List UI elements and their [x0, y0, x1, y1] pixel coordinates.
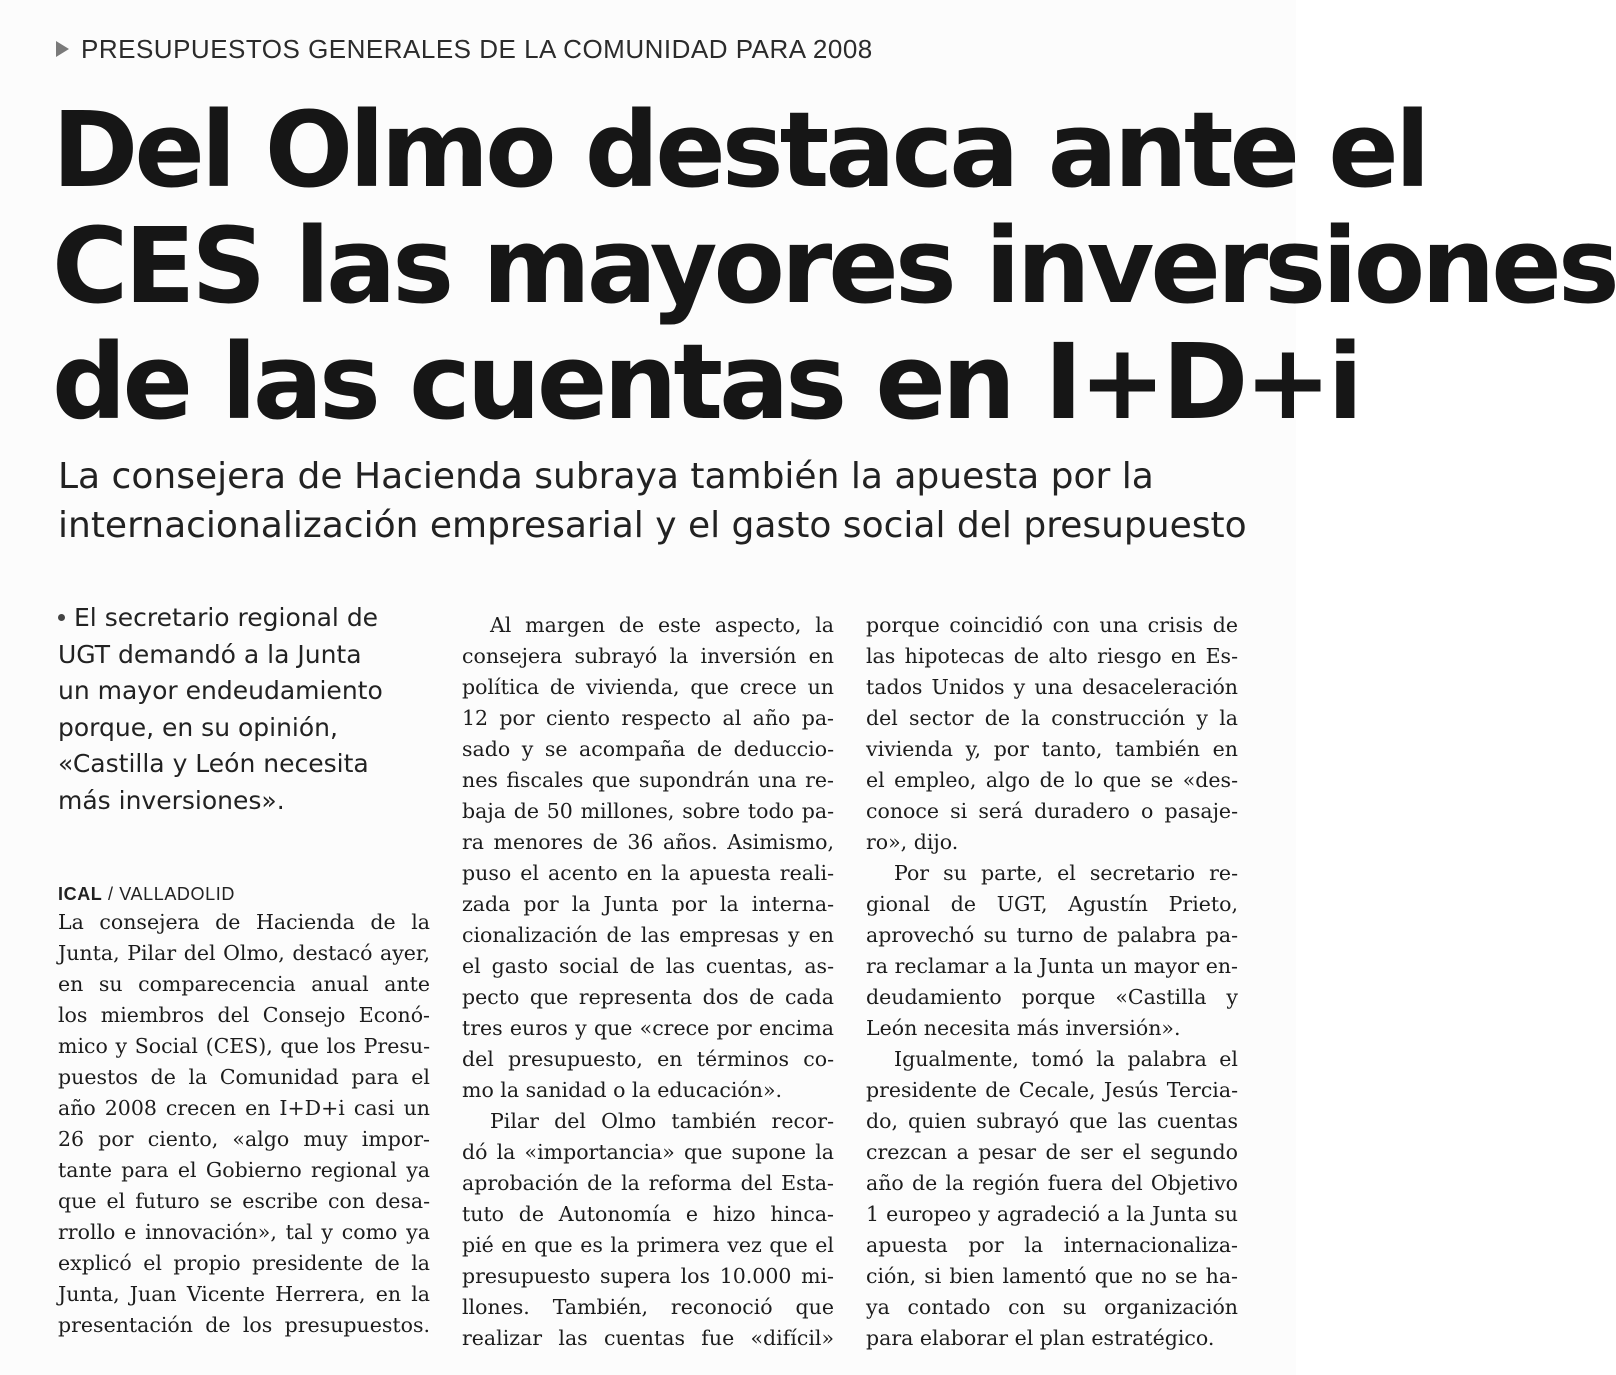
text-line: cionalización de las empresas y en: [462, 923, 834, 947]
text-line: presupuesto supera los 10.000 mi-: [462, 1264, 834, 1288]
headline: [52, 89, 1616, 443]
text-line: explicó el propio presidente de la: [58, 1251, 430, 1275]
pull-quote-line: porque, en su opinión,: [58, 712, 338, 742]
text-line: mo la sanidad o la educación».: [462, 1078, 783, 1102]
headline-line: de las cuentas en I+D+i: [52, 321, 1360, 443]
text-line: ra menores de 36 años. Asimismo,: [462, 830, 834, 854]
article-column-1: [58, 907, 430, 1341]
text-line: tuto de Autonomía e hizo hinca-: [462, 1202, 834, 1226]
text-line: consejera subrayó la inversión en: [462, 644, 834, 668]
text-line: tante para el Gobierno regional ya: [58, 1158, 430, 1182]
text-line: mico y Social (CES), que los Presu-: [58, 1034, 430, 1058]
text-line: deudamiento porque «Castilla y: [866, 985, 1238, 1009]
text-line: rrollo e innovación», tal y como ya: [58, 1220, 430, 1244]
text-line: política de vivienda, que crece un: [462, 675, 834, 699]
headline-line: CES las mayores inversiones: [52, 205, 1616, 327]
text-line: conoce si será duradero o pasaje-: [866, 799, 1238, 823]
text-line: Junta, Juan Vicente Herrera, en la: [58, 1282, 430, 1306]
subheadline-line: internacionalización empresarial y el gasto social del presupuesto: [58, 505, 1247, 546]
text-line: aprovechó su turno de palabra pa-: [866, 923, 1238, 947]
text-line: Por su parte, el secretario re-: [894, 861, 1238, 885]
byline-agency: ICAL: [58, 884, 103, 904]
text-line: dó la «importancia» que supone la: [462, 1140, 834, 1164]
text-line: del sector de la construcción y la: [866, 706, 1238, 730]
text-line: do, quien subrayó que las cuentas: [866, 1109, 1238, 1133]
byline: [58, 884, 235, 905]
pull-quote-line: un mayor endeudamiento: [58, 676, 383, 705]
text-line: Al margen de este aspecto, la: [490, 613, 834, 637]
text-line: gional de UGT, Agustín Prieto,: [866, 892, 1238, 916]
kicker-text: PRESUPUESTOS GENERALES DE LA COMUNIDAD PARA 2008: [81, 34, 873, 64]
pull-quote-line: «Castilla y León necesita: [58, 749, 369, 778]
text-line: año 2008 crecen en I+D+i casi un: [58, 1096, 430, 1120]
text-line: baja de 50 millones, sobre todo pa-: [462, 799, 834, 823]
text-line: en su comparecencia anual ante: [58, 972, 430, 996]
text-line: aprobación de la reforma del Esta-: [462, 1171, 834, 1195]
byline-place: VALLADOLID: [119, 884, 235, 904]
text-line: puestos de la Comunidad para el: [58, 1065, 430, 1089]
text-line: pecto que representa dos de cada: [462, 985, 834, 1009]
text-line: pié en que es la primera vez que el: [462, 1233, 834, 1257]
headline-line: Del Olmo destaca ante el: [52, 89, 1427, 211]
text-line: 1 europeo y agradeció a la Junta su: [866, 1202, 1238, 1226]
text-line: zada por la Junta por la interna-: [462, 892, 834, 916]
pull-quote-line: El secretario regional de: [58, 600, 430, 637]
text-line: para elaborar el plan estratégico.: [866, 1326, 1215, 1350]
text-line: Junta, Pilar del Olmo, destacó ayer,: [58, 941, 430, 965]
text-line: el empleo, algo de lo que se «des-: [866, 768, 1238, 792]
text-line: sado y se acompaña de deduccio-: [462, 737, 834, 761]
text-line: 26 por ciento, «algo muy impor-: [58, 1127, 430, 1151]
text-line: ra reclamar a la Junta un mayor en-: [866, 954, 1238, 978]
text-line: año de la región fuera del Objetivo: [866, 1171, 1238, 1195]
text-line: que el futuro se escribe con desa-: [58, 1189, 430, 1213]
text-line: ción, si bien lamentó que no se ha-: [866, 1264, 1238, 1288]
pull-quote: [58, 600, 430, 819]
text-line: La consejera de Hacienda de la: [58, 910, 430, 934]
text-line: tados Unidos y una desaceleración: [866, 675, 1238, 699]
subheadline-line: La consejera de Hacienda subraya también la apuesta por la: [58, 456, 1154, 497]
text-line: ro», dijo.: [866, 830, 959, 854]
text-line: crezcan a pesar de ser el segundo: [866, 1140, 1238, 1164]
text-line: el gasto social de las cuentas, as-: [462, 954, 834, 978]
text-line: del presupuesto, en términos co-: [462, 1047, 834, 1071]
byline-separator: /: [102, 884, 120, 904]
text-line: 12 por ciento respecto al año pa-: [462, 706, 834, 730]
text-line: Pilar del Olmo también recor-: [490, 1109, 834, 1133]
article-column-2: [462, 610, 834, 1354]
text-line: puso el acento en la apuesta reali-: [462, 861, 834, 885]
text-line: León necesita más inversión».: [866, 1016, 1181, 1040]
text-line: nes fiscales que supondrán una re-: [462, 768, 834, 792]
subheadline: [58, 452, 1258, 550]
text-line: ya contado con su organización: [866, 1295, 1238, 1319]
text-line: los miembros del Consejo Econó-: [58, 1003, 430, 1027]
text-line: Igualmente, tomó la palabra el: [894, 1047, 1238, 1071]
text-line: presentación de los presupuestos.: [58, 1313, 430, 1337]
text-line: las hipotecas de alto riesgo en Es-: [866, 644, 1238, 668]
arrow-icon: [56, 41, 69, 57]
pull-quote-line: más inversiones».: [58, 785, 285, 815]
text-line: apuesta por la internacionaliza-: [866, 1233, 1238, 1257]
text-line: tres euros y que «crece por encima: [462, 1016, 834, 1040]
section-kicker: [56, 34, 873, 65]
text-line: vivienda y, por tanto, también en: [866, 737, 1238, 761]
text-line: porque coincidió con una crisis de: [866, 613, 1238, 637]
pull-quote-line: UGT demandó a la Junta: [58, 639, 362, 669]
text-line: llones. También, reconoció que: [462, 1295, 834, 1319]
bullet-icon: [58, 614, 65, 621]
text-line: presidente de Cecale, Jesús Tercia-: [866, 1078, 1238, 1102]
text-line: realizar las cuentas fue «difícil»: [462, 1326, 834, 1350]
article-column-3: [866, 610, 1238, 1354]
